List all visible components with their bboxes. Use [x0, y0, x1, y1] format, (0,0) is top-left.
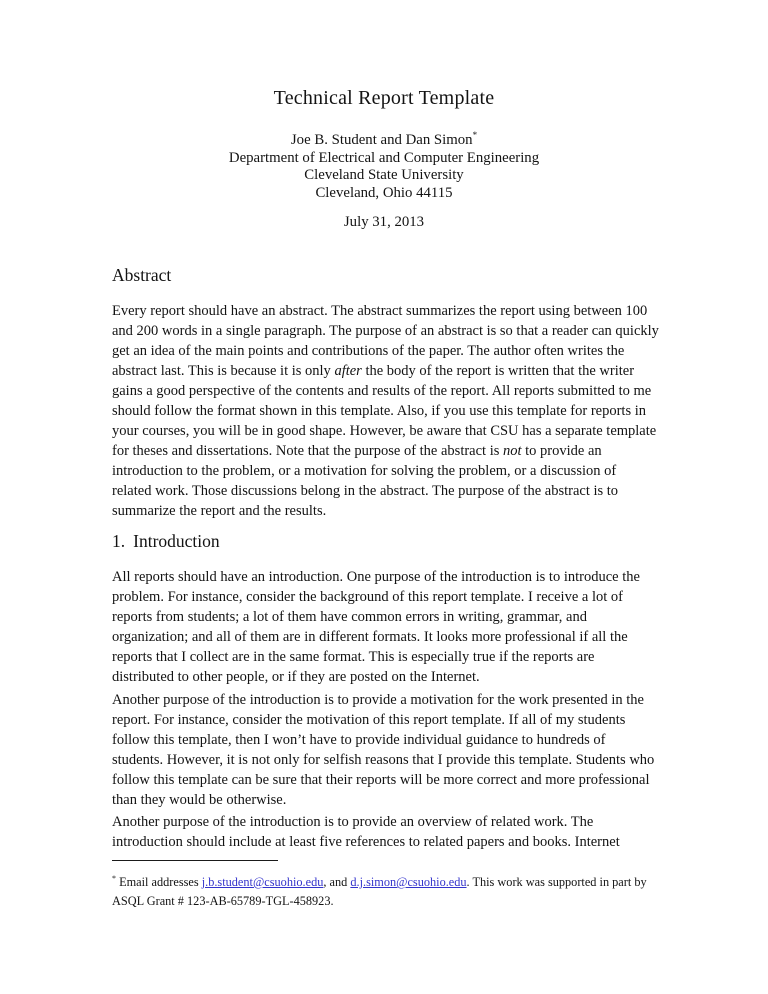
footnote: [112, 869, 662, 911]
footnote-text-after: . This work was supported in part by ASQL Grant # 123-AB-65789-TGL-458923.: [112, 875, 647, 909]
author-block: [0, 127, 768, 203]
section-number: 1.: [112, 531, 126, 551]
footnote-separator-rule: [112, 860, 278, 861]
affiliation-city: Cleveland, Ohio 44115: [315, 185, 453, 202]
footnote-email-link-1[interactable]: j.b.student@csuohio.edu: [201, 875, 324, 890]
introduction-paragraph-3: Another purpose of the introduction is to provide an overview of related work. The introduction should include at least five references to related papers and books. Internet: [112, 814, 620, 850]
author-line: [0, 127, 768, 150]
affiliation-department: Department of Electrical and Computer Engineering: [228, 149, 540, 166]
footnote-marker: *: [112, 874, 116, 883]
author-footnote-marker: *: [472, 130, 478, 140]
report-date: July 31, 2013: [343, 214, 425, 230]
authors: Joe B. Student and Dan Simon: [290, 131, 473, 148]
footnote-text-before: Email addresses: [116, 875, 202, 890]
section-title: Introduction: [133, 531, 220, 551]
abstract-paragraph: Every report should have an abstract. The abstract summarizes the report using between 100 and 200 words in a single paragraph. The purpose of an abstract is so that a reader can quickly get an idea of the main points and contributions of the paper. The author often writes the abstract last. This is because it is only after the body of the report is written that the writer gains a good perspective of the contents and results of the report. All reports submitted to me should follow the format shown in this template. Also, if you use this template for reports in your courses, you will be in good shape. However, be aware that CSU has a separate template for theses and dissertations. Note that the purpose of the abstract is not to provide an introduction to the problem, or a motivation for solving the problem, or a discussion of related work. Those discussions belong in the abstract. The purpose of the abstract is to summarize the report and the results.: [112, 303, 659, 519]
report-title: Technical Report Template: [273, 87, 495, 109]
introduction-paragraph-2: Another purpose of the introduction is to provide a motivation for the work presented in the report. For instance, consider the motivation of this report template. If all of my students follow this template, then I won’t have to provide individual guidance to hundreds of students. However, it is not only for selfish reasons that I provide this template. Students who follow this template can be sure that their reports will be more correct and more professional than they would be otherwise.: [112, 692, 655, 808]
abstract-heading: Abstract: [112, 265, 172, 285]
footnote-email-link-2[interactable]: d.j.simon@csuohio.edu: [350, 875, 467, 890]
introduction-paragraph-1: All reports should have an introduction. One purpose of the introduction is to introduce the problem. For instance, consider the background of this report template. I receive a lot of reports from students; a lot of them have common errors in writing, grammar, and organization; and all of them are in different formats. It looks more professional if all the reports that I collect are in the same format. This is especially true if the reports are distributed to other people, or if they are posted on the Internet.: [112, 569, 640, 685]
footnote-text-between: , and: [323, 875, 351, 890]
introduction-heading: [112, 531, 220, 552]
affiliation-university: Cleveland State University: [304, 167, 464, 184]
